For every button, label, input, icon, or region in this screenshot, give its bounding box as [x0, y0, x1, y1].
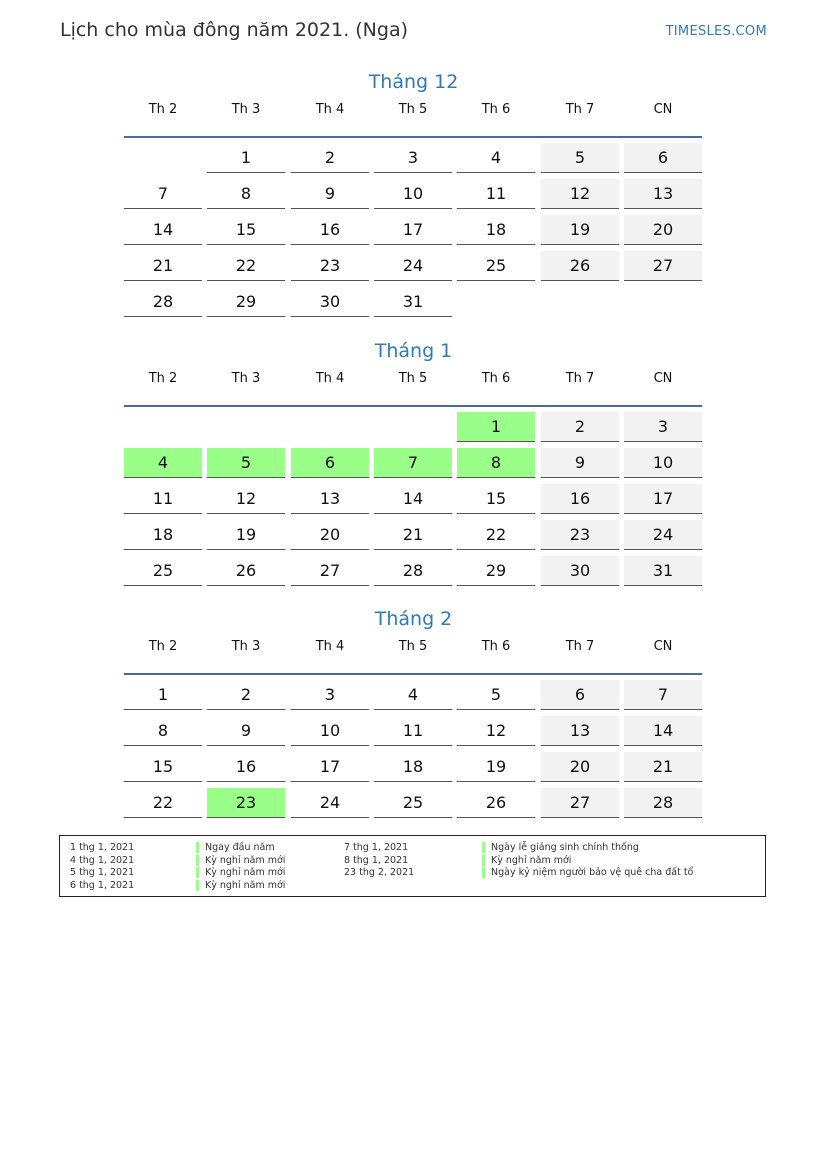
day-cell: 16 — [207, 752, 285, 782]
day-cell: 2 — [207, 680, 285, 710]
day-cell: 8 — [207, 179, 285, 209]
day-cell: 28 — [374, 556, 452, 586]
day-cell: 11 — [374, 716, 452, 746]
day-cell: 10 — [624, 448, 702, 478]
month-block — [0, 68, 827, 311]
weekday-label: Th 6 — [481, 371, 511, 386]
weekday-label: Th 5 — [398, 102, 428, 117]
day-cell: 16 — [291, 215, 369, 245]
day-cell: 9 — [207, 716, 285, 746]
day-cell: 2 — [541, 412, 619, 442]
day-cell-holiday: 8 — [457, 448, 535, 478]
day-cell-holiday: 23 — [207, 788, 285, 818]
day-cell: 8 — [124, 716, 202, 746]
day-cell: 6 — [624, 143, 702, 173]
weekday-label: Th 4 — [315, 639, 345, 654]
day-cell: 15 — [124, 752, 202, 782]
day-cell: 15 — [457, 484, 535, 514]
day-cell: 27 — [624, 251, 702, 281]
day-cell: 18 — [124, 520, 202, 550]
day-cell: 21 — [624, 752, 702, 782]
day-cell: 3 — [624, 412, 702, 442]
legend-holiday-name: Ngay đầu năm — [196, 842, 275, 853]
day-cell: 20 — [624, 215, 702, 245]
day-cell: 1 — [207, 143, 285, 173]
legend-date: 1 thg 1, 2021 — [70, 842, 135, 853]
day-cell: 30 — [291, 287, 369, 317]
weekday-header — [0, 633, 827, 669]
day-cell: 25 — [124, 556, 202, 586]
day-cell: 27 — [291, 556, 369, 586]
month-title: Tháng 12 — [368, 71, 459, 93]
day-cell: 1 — [124, 680, 202, 710]
day-cell: 30 — [541, 556, 619, 586]
legend-holiday-name: Kỳ nghỉ năm mới — [482, 855, 571, 866]
weekday-label: Th 7 — [565, 639, 595, 654]
legend-date: 23 thg 2, 2021 — [344, 867, 415, 878]
day-cell: 9 — [541, 448, 619, 478]
weekday-label: Th 5 — [398, 371, 428, 386]
page-title: Lịch cho mùa đông năm 2021. (Nga) — [60, 19, 409, 41]
day-cell: 5 — [457, 680, 535, 710]
day-cell: 11 — [124, 484, 202, 514]
day-cell: 14 — [374, 484, 452, 514]
weekday-header — [0, 96, 827, 132]
day-cell: 31 — [624, 556, 702, 586]
legend-holiday-name: Kỳ nghỉ năm mới — [196, 880, 285, 891]
day-cell: 7 — [124, 179, 202, 209]
weekday-label: Th 2 — [148, 102, 178, 117]
day-cell: 26 — [207, 556, 285, 586]
day-cell: 28 — [124, 287, 202, 317]
day-cell: 4 — [457, 143, 535, 173]
day-cell: 14 — [124, 215, 202, 245]
month-block — [0, 605, 827, 812]
day-cell: 14 — [624, 716, 702, 746]
weekday-label: Th 4 — [315, 371, 345, 386]
day-cell: 20 — [541, 752, 619, 782]
day-cell: 4 — [374, 680, 452, 710]
day-cell: 10 — [374, 179, 452, 209]
day-cell: 28 — [624, 788, 702, 818]
weekday-label: Th 5 — [398, 639, 428, 654]
day-cell-holiday: 7 — [374, 448, 452, 478]
day-cell: 29 — [457, 556, 535, 586]
day-cell: 20 — [291, 520, 369, 550]
day-cell: 2 — [291, 143, 369, 173]
weekday-header — [0, 365, 827, 401]
day-cell: 22 — [207, 251, 285, 281]
weekday-label: Th 3 — [231, 102, 261, 117]
month-block — [0, 337, 827, 580]
day-cell: 19 — [207, 520, 285, 550]
day-cell-holiday: 4 — [124, 448, 202, 478]
day-cell: 3 — [374, 143, 452, 173]
day-cell: 16 — [541, 484, 619, 514]
day-cell: 10 — [291, 716, 369, 746]
month-title: Tháng 2 — [374, 608, 453, 630]
weekday-label: Th 3 — [231, 639, 261, 654]
legend-holiday-name: Ngày lễ giáng sinh chính thống — [482, 842, 639, 853]
day-cell-holiday: 1 — [457, 412, 535, 442]
weekday-label: Th 7 — [565, 102, 595, 117]
day-cell: 3 — [291, 680, 369, 710]
day-cell: 13 — [291, 484, 369, 514]
day-cell: 12 — [457, 716, 535, 746]
day-cell: 5 — [541, 143, 619, 173]
header-rule — [124, 136, 702, 138]
day-cell: 31 — [374, 287, 452, 317]
day-cell-holiday: 5 — [207, 448, 285, 478]
month-title: Tháng 1 — [374, 340, 453, 362]
day-cell: 27 — [541, 788, 619, 818]
legend-date: 6 thg 1, 2021 — [70, 879, 135, 891]
day-cell: 15 — [207, 215, 285, 245]
day-cell: 24 — [374, 251, 452, 281]
day-cell: 17 — [624, 484, 702, 514]
legend-date: 4 thg 1, 2021 — [70, 854, 135, 866]
day-cell: 19 — [457, 752, 535, 782]
day-cell: 19 — [541, 215, 619, 245]
day-cell: 29 — [207, 287, 285, 317]
day-cell: 25 — [457, 251, 535, 281]
day-cell: 22 — [457, 520, 535, 550]
day-cell: 11 — [457, 179, 535, 209]
header-rule — [124, 673, 702, 675]
day-cell: 12 — [541, 179, 619, 209]
day-cell: 26 — [457, 788, 535, 818]
header-rule — [124, 405, 702, 407]
legend-holiday-name: Kỳ nghỉ năm mới — [196, 867, 285, 878]
day-cell: 21 — [374, 520, 452, 550]
day-cell: 22 — [124, 788, 202, 818]
day-cell: 18 — [374, 752, 452, 782]
weekday-label: Th 3 — [231, 371, 261, 386]
day-cell: 7 — [624, 680, 702, 710]
weekday-label: CN — [653, 639, 673, 654]
legend-date: 8 thg 1, 2021 — [344, 854, 409, 866]
holiday-legend — [59, 835, 766, 897]
weekday-label: Th 2 — [148, 639, 178, 654]
day-cell: 9 — [291, 179, 369, 209]
weekday-label: CN — [653, 102, 673, 117]
day-cell: 26 — [541, 251, 619, 281]
day-cell: 13 — [624, 179, 702, 209]
legend-holiday-name: Kỳ nghỉ năm mới — [196, 855, 285, 866]
day-cell: 17 — [291, 752, 369, 782]
day-cell: 21 — [124, 251, 202, 281]
weekday-label: Th 4 — [315, 102, 345, 117]
day-cell: 13 — [541, 716, 619, 746]
legend-date: 5 thg 1, 2021 — [70, 867, 135, 878]
day-cell: 12 — [207, 484, 285, 514]
day-cell: 23 — [541, 520, 619, 550]
legend-date: 7 thg 1, 2021 — [344, 842, 409, 853]
day-cell: 24 — [624, 520, 702, 550]
day-cell: 25 — [374, 788, 452, 818]
weekday-label: Th 7 — [565, 371, 595, 386]
day-cell: 6 — [541, 680, 619, 710]
weekday-label: Th 6 — [481, 102, 511, 117]
day-cell: 23 — [291, 251, 369, 281]
weekday-label: Th 6 — [481, 639, 511, 654]
day-cell: 24 — [291, 788, 369, 818]
site-link[interactable]: TIMESLES.COM — [665, 24, 767, 39]
legend-holiday-name: Ngày kỷ niệm người bảo vệ quê cha đất tổ — [482, 867, 693, 878]
day-cell: 18 — [457, 215, 535, 245]
day-cell-holiday: 6 — [291, 448, 369, 478]
day-cell: 17 — [374, 215, 452, 245]
weekday-label: Th 2 — [148, 371, 178, 386]
weekday-label: CN — [653, 371, 673, 386]
